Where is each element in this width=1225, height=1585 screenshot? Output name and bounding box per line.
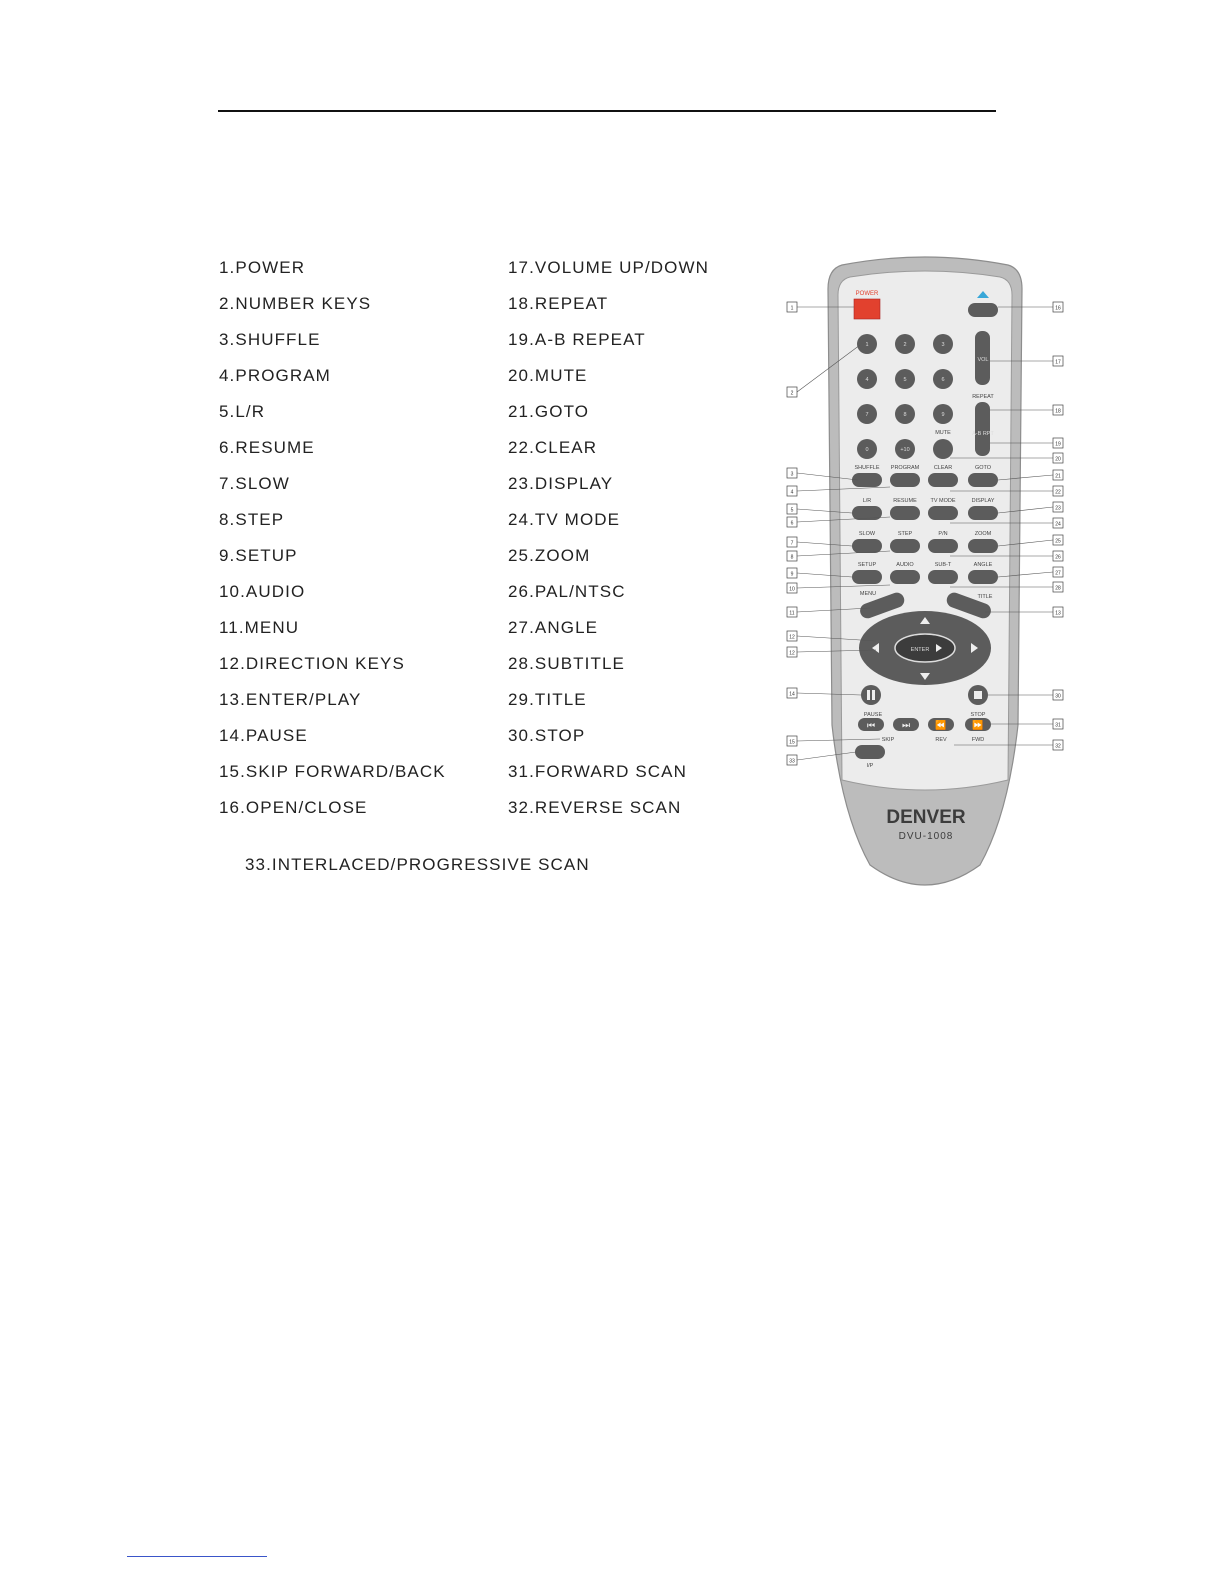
number-key-label: 4 (865, 377, 869, 383)
callout-number: 22 (1055, 489, 1061, 496)
function-key-label: P/N (938, 531, 948, 537)
legend-item: 27.ANGLE (508, 618, 599, 637)
callout-number: 26 (1055, 554, 1061, 561)
repeat-label: REPEAT (972, 394, 994, 400)
callout-number: 24 (1055, 521, 1061, 528)
legend-item: 8.STEP (219, 510, 285, 529)
fwd-label: FWD (971, 737, 985, 743)
legend-item: 14.PAUSE (219, 726, 308, 745)
pause-button (861, 685, 881, 705)
function-key (968, 506, 998, 520)
callout-number: 15 (789, 739, 795, 746)
callout-number: 14 (789, 691, 795, 698)
reverse-scan-icon: ⏪ (935, 720, 947, 730)
callout-number: 11 (789, 610, 795, 617)
number-key-label: 2 (903, 342, 907, 348)
legend-item: 25.ZOOM (508, 546, 591, 565)
callout-number: 25 (1055, 538, 1061, 545)
header-rule (218, 110, 996, 112)
legend-right-column (508, 256, 709, 832)
callout-number: 30 (1055, 693, 1061, 700)
function-key (890, 570, 920, 584)
callout-number: 12 (789, 650, 795, 657)
function-key (928, 506, 958, 520)
forward-scan-icon: ⏩ (972, 720, 984, 730)
function-key (928, 570, 958, 584)
rev-label: REV (935, 737, 947, 743)
callout-number: 12 (789, 634, 795, 641)
brand-logo: DENVER (886, 807, 966, 828)
legend-item-last: 33.INTERLACED/PROGRESSIVE SCAN (245, 855, 590, 874)
footer-link-underline (127, 1556, 267, 1557)
legend-item: 23.DISPLAY (508, 474, 614, 493)
legend-item: 3.SHUFFLE (219, 330, 321, 349)
pause-label: PAUSE (863, 712, 883, 718)
power-button (854, 299, 880, 319)
legend-item: 9.SETUP (219, 546, 298, 565)
legend-item: 20.MUTE (508, 366, 588, 385)
function-key-label: STEP (897, 531, 913, 537)
callout-number: 8 (790, 554, 794, 561)
function-key (890, 539, 920, 553)
callout-number: 4 (790, 489, 794, 496)
pause-icon-bar (872, 690, 875, 700)
legend-item: 4.PROGRAM (219, 366, 331, 385)
legend-item: 13.ENTER/PLAY (219, 690, 362, 709)
legend-item: 17.VOLUME UP/DOWN (508, 258, 710, 277)
eject-button (968, 303, 998, 317)
callout-number: 18 (1055, 408, 1061, 415)
callout-number: 32 (1055, 743, 1061, 750)
repeat-rocker (975, 402, 990, 456)
callout-number: 16 (1055, 305, 1061, 312)
number-key-label: 6 (941, 377, 945, 383)
callout-number: 2 (790, 390, 794, 397)
model-label: DVU-1008 (898, 831, 954, 842)
legend-item: 30.STOP (508, 726, 586, 745)
ab-repeat-label: A-B RPT (972, 431, 994, 437)
legend-item: 2.NUMBER KEYS (219, 294, 372, 313)
legend-item: 29.TITLE (508, 690, 587, 709)
legend-item: 19.A-B REPEAT (508, 330, 646, 349)
stop-icon (974, 691, 982, 699)
number-key-label: 7 (865, 412, 869, 418)
function-key-label: ANGLE (973, 562, 993, 568)
callout-number: 20 (1055, 456, 1061, 463)
legend-item: 18.REPEAT (508, 294, 609, 313)
callout-number: 10 (789, 586, 795, 593)
function-key (852, 539, 882, 553)
legend-item: 16.OPEN/CLOSE (219, 798, 368, 817)
function-key (928, 473, 958, 487)
legend-item: 24.TV MODE (508, 510, 621, 529)
legend-item: 12.DIRECTION KEYS (219, 654, 405, 673)
enter-label: ENTER (910, 647, 930, 653)
power-label: POWER (855, 291, 879, 297)
callout-number: 3 (790, 471, 794, 478)
number-key-label: 8 (903, 412, 907, 418)
function-key (968, 570, 998, 584)
pause-icon-bar (867, 690, 870, 700)
number-key-label: 1 (865, 342, 869, 348)
function-key (890, 473, 920, 487)
callout-number: 19 (1055, 441, 1061, 448)
legend-item: 11.MENU (219, 618, 300, 637)
number-key-label: 3 (941, 342, 945, 348)
callout-number: 28 (1055, 585, 1061, 592)
number-key-label: 5 (903, 377, 907, 383)
callout-number: 6 (790, 520, 794, 527)
callout-number: 27 (1055, 570, 1061, 577)
ip-label: I/P (866, 763, 874, 769)
callout-number: 21 (1055, 473, 1061, 480)
legend-item: 21.GOTO (508, 402, 590, 421)
number-key-label: 0 (865, 447, 869, 453)
number-key-label: 9 (941, 412, 945, 418)
function-key-label: RESUME (893, 498, 917, 504)
legend-item: 32.REVERSE SCAN (508, 798, 682, 817)
menu-label: MENU (859, 591, 877, 597)
volume-label: VOL (977, 357, 989, 363)
ip-button (855, 745, 885, 759)
skip-label: SKIP (881, 737, 895, 743)
callout-number: 9 (790, 571, 794, 578)
title-label: TITLE (977, 594, 993, 600)
function-key-label: DISPLAY (971, 498, 995, 504)
legend-item: 5.L/R (219, 402, 266, 421)
callout-number: 13 (1055, 610, 1061, 617)
function-key-label: PROGRAM (890, 465, 920, 471)
function-key (968, 539, 998, 553)
function-key-label: GOTO (974, 465, 992, 471)
callout-number: 1 (790, 305, 794, 312)
skip-back-icon: ⏮ (866, 720, 876, 730)
callout-number: 5 (790, 507, 794, 514)
remote-svg (780, 255, 1070, 895)
function-key-label: TV MODE (930, 498, 956, 504)
function-key-label: SLOW (858, 531, 876, 537)
function-key-label: AUDIO (896, 562, 914, 568)
function-key-label: SHUFFLE (854, 465, 880, 471)
mute-button (933, 439, 953, 459)
function-key-label: ZOOM (974, 531, 992, 537)
legend-left-column (219, 256, 446, 832)
mute-label: MUTE (935, 430, 951, 436)
function-key-label: SUB-T (934, 562, 952, 568)
legend-item: 22.CLEAR (508, 438, 598, 457)
callout-number: 7 (790, 540, 794, 547)
function-key (890, 506, 920, 520)
callout-number: 23 (1055, 505, 1061, 512)
number-key-label: +10 (900, 447, 910, 453)
function-key (852, 570, 882, 584)
legend-item: 7.SLOW (219, 474, 290, 493)
callout-number: 33 (789, 758, 795, 765)
callout-number: 17 (1055, 359, 1061, 366)
legend-item: 26.PAL/NTSC (508, 582, 626, 601)
legend-item: 15.SKIP FORWARD/BACK (219, 762, 446, 781)
stop-label: STOP (970, 712, 986, 718)
remote-control-illustration (780, 255, 1070, 895)
callout-number: 31 (1055, 722, 1061, 729)
function-key (968, 473, 998, 487)
function-key-label: CLEAR (933, 465, 953, 471)
legend-item: 1.POWER (219, 258, 306, 277)
legend-item: 31.FORWARD SCAN (508, 762, 687, 781)
legend-item: 6.RESUME (219, 438, 315, 457)
legend-item: 10.AUDIO (219, 582, 306, 601)
function-key-label: SETUP (857, 562, 877, 568)
function-key (928, 539, 958, 553)
legend-item: 28.SUBTITLE (508, 654, 625, 673)
skip-forward-icon: ⏭ (901, 720, 911, 730)
function-key-label: L/R (862, 498, 872, 504)
